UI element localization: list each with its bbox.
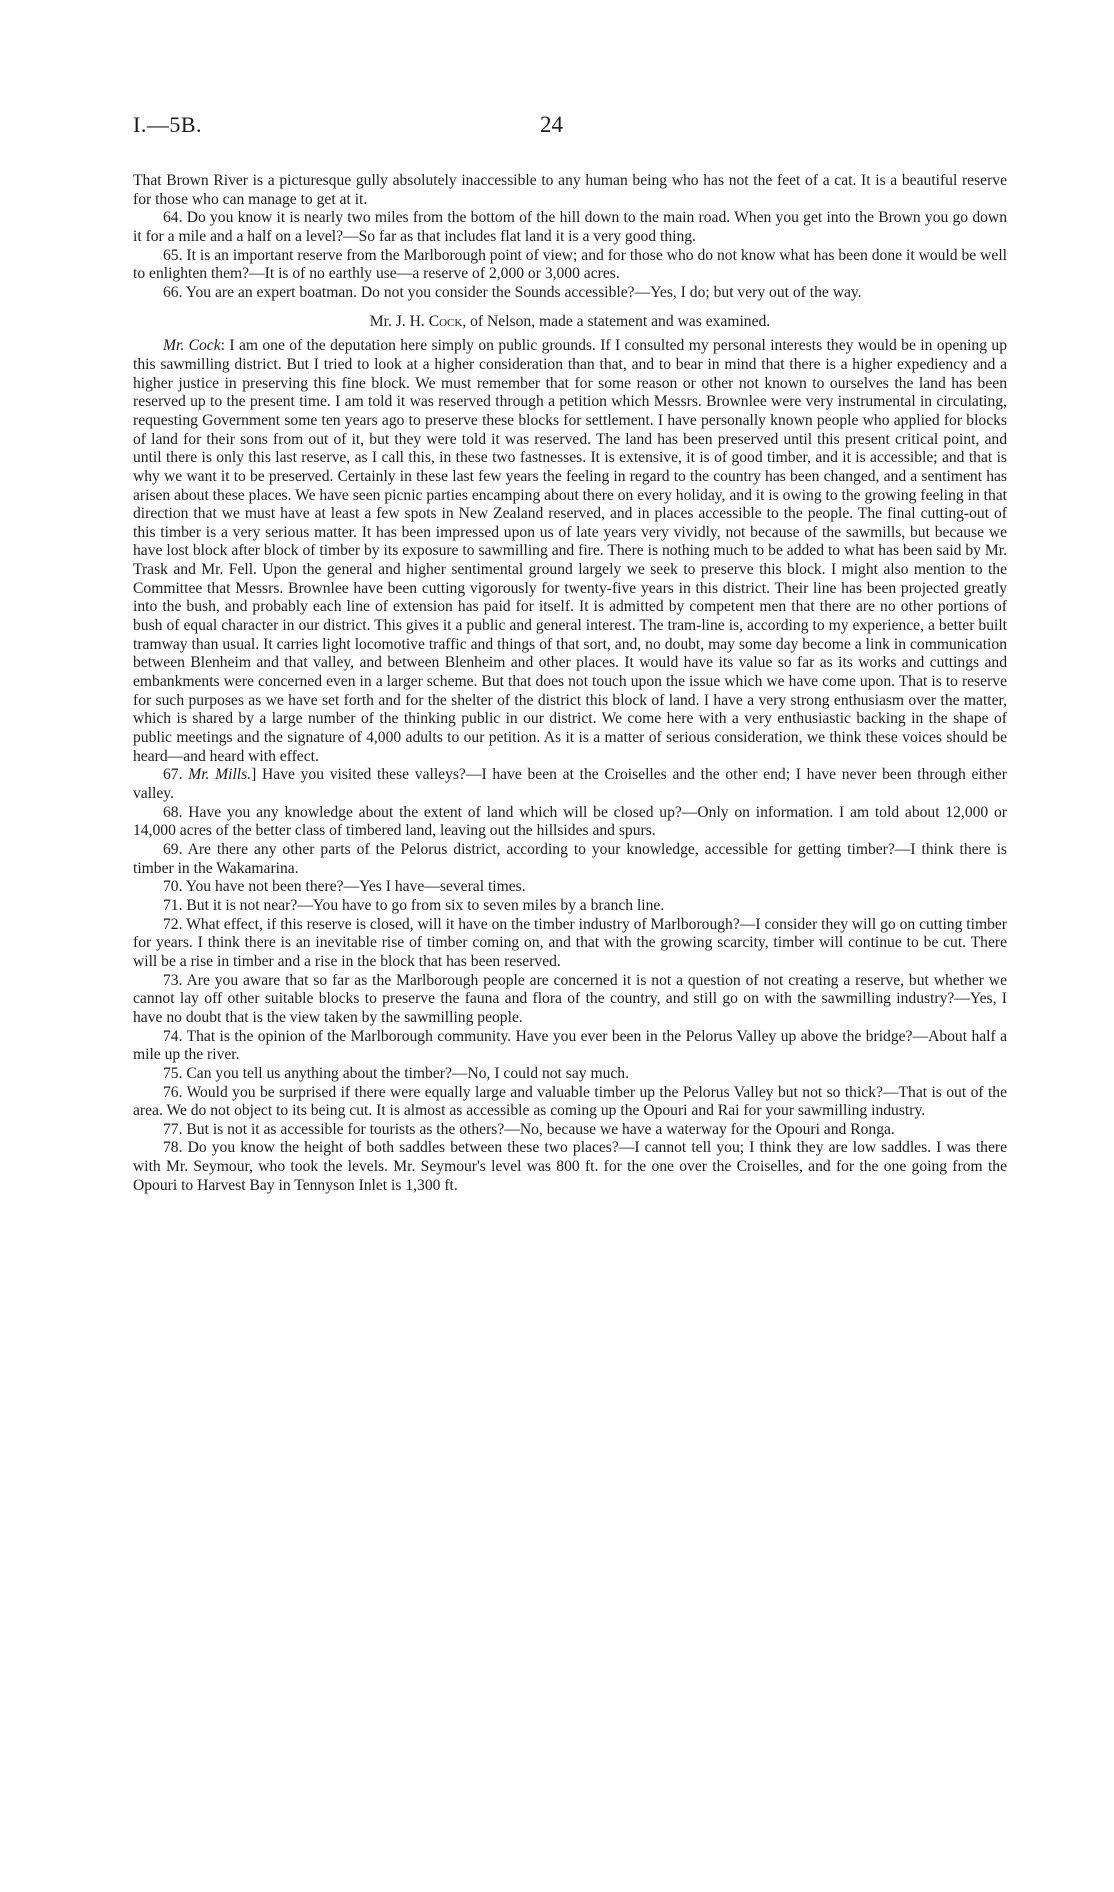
witness-heading (133, 313, 1007, 332)
page-header (0, 112, 1114, 144)
question-72: 72. What effect, if this reserve is closed, will it have on the timber industry of Marlborough?—I consider they will go on cutting timber for years. I think there is an inevitable rise of timber coming on, and that with the growing scarcity, timber will continue to be cut. There will be a rise in timber and a rise in the block that has been reserved. (133, 915, 1007, 970)
witness-heading-suffix: , of Nelson, made a statement and was examined. (462, 312, 771, 330)
statement-speaker: Mr. Cock (163, 337, 221, 355)
question-64: 64. Do you know it is nearly two miles from the bottom of the hill down to the main road. When you get into the Brown you go down it for a mile and a half on a level?—So far as that includes flat land it is a very good thing. (133, 209, 1007, 245)
question-78: 78. Do you know the height of both saddles between these two places?—I cannot tell you; I think they are low saddles. I was there with Mr. Seymour, who took the levels. Mr. Seymour's level was 800 ft. for the one over the Croiselles, and for the one going from the Opouri to Harvest Bay in Tennyson Inlet is 1,300 ft. (133, 1139, 1007, 1194)
question-70: 70. You have not been there?—Yes I have—several times. (163, 878, 526, 896)
question-71: 71. But it is not near?—You have to go from six to seven miles by a branch line. (163, 896, 665, 914)
question-68: 68. Have you any knowledge about the extent of land which will be closed up?—Only on information. I am told about 12,000 or 14,000 acres of the better class of timbered land, leaving out the hillsides and spurs. (133, 803, 1007, 840)
series-reference: I.—5B. (133, 112, 202, 137)
question-69: 69. Are there any other parts of the Pelorus district, according to your knowledge, accessible for getting timber?—I think there is timber in the Wakamarina. (133, 840, 1007, 877)
page-number: 24 (540, 112, 563, 137)
question-77: 77. But is not it as accessible for tourists as the others?—No, because we have a waterway for the Opouri and Ronga. (163, 1120, 895, 1138)
question-67 (133, 766, 1007, 803)
question-67-number: 67. (163, 766, 189, 784)
question-75: 75. Can you tell us anything about the timber?—No, I could not say much. (163, 1064, 630, 1082)
question-73: 73. Are you aware that so far as the Marlborough people are concerned it is not a question of not creating a reserve, but whether we cannot lay off other suitable blocks to preserve the fauna and flora of the country, and still go on with the sawmilling industry?—Yes, I have no doubt that is the view taken by the sawmilling people. (133, 971, 1007, 1026)
question-67-speaker: Mr. Mills. (188, 766, 252, 784)
question-65: 65. It is an important reserve from the Marlborough point of view; and for those who do not know what has been done it would be well to enlighten them?—It is of no earthly use—a reserve of 2,000 or 3,000 acres. (133, 246, 1007, 283)
question-76: 76. Would you be surprised if there were equally large and valuable timber up the Pelorus Valley but not so thick?—That is out of the area. We do not object to its being cut. It is almost as accessible as coming up the Opouri and Rai for your sawmilling industry. (133, 1083, 1007, 1120)
witness-name: Cock (428, 312, 463, 330)
page-body (133, 172, 1007, 1195)
question-67-text: ] Have you visited these valleys?—I have been at the Croiselles and the other end; I have never been through either valley. (133, 766, 1007, 802)
statement-colon: : (220, 337, 230, 355)
witness-heading-prefix: Mr. J. H. (369, 312, 429, 330)
witness-statement (133, 337, 1007, 766)
statement-text: I am one of the deputation here simply on public grounds. If I consulted my personal interests they would be in opening up this sawmilling district. But I tried to look at a higher consideration than that, and to bear in mind that there is a higher expediency and a higher justice in preserving this fine block. We must remember that for some reason or other not known to ourselves the land has been reserved up to the present time. I am told it was reserved through a petition which Messrs. Brownlee were very instrumental in circulating, requesting Government some ten years ago to preserve these blocks for settlement. I have personally known people who applied for blocks of land for their sons from out of it, but they were told it was reserved. The land has been preserved until this present critical point, and until there is only this last reserve, as I call this, in these two fastnesses. It is extensive, it is of good timber, and it is accessible; and that is why we want it to be preserved. Certainly in these last few years the feeling in regard to the country has been changed, and a sentiment has arisen about these places. We have seen picnic parties encamping about there on every holiday, and it is owing to the growing feeling in that direction that we must have at least a few spots in New Zealand reserved, and in places accessible to the people. The final cutting-out of this timber is a very serious matter. It has been impressed upon us of late years very vividly, not because of the sawmills, but because we have lost block after block of timber by its exposure to sawmilling and fire. There is nothing much to be added to what has been said by Mr. Trask and Mr. Fell. Upon the general and higher sentimental ground largely we seek to preserve this block. I might also mention to the Committee that Messrs. Brownlee have been cutting vigorously for twenty-five years in this district. Their line has been projected greatly into the bush, and probably each line of extension has paid for itself. It is admitted by competent men that there are no other portions of bush of equal character in our district. This gives it a public and general interest. The tram-line is, according to my experience, a better built tramway than usual. It carries light locomotive traffic and things of that sort, and, no doubt, may some day become a link in communication between Blenheim and that valley, and between Blenheim and other places. It would have its value so far as its works and cuttings and embankments were concerned even in a larger scheme. But that does not touch upon the issue which we have come upon. That is to reserve for such purposes as we have set forth and for the shelter of the district this block of land. I have a very strong enthusiasm over the matter, which is shared by a large number of the thinking public in our district. We come here with a very enthusiastic backing in the shape of public meetings and the signature of 4,000 adults to our petition. As it is a matter of serious consideration, we think these voices should be heard—and heard with effect. (133, 337, 1007, 765)
question-74: 74. That is the opinion of the Marlborough community. Have you ever been in the Pelorus Valley up above the bridge?—About half a mile up the river. (133, 1027, 1007, 1064)
question-66: 66. You are an expert boatman. Do not you consider the Sounds accessible?—Yes, I do; but very out of the way. (163, 283, 862, 301)
paragraph-continuation: That Brown River is a picturesque gully absolutely inaccessible to any human being who has not the feet of a cat. It is a beautiful reserve for those who can manage to get at it. (133, 172, 1007, 208)
